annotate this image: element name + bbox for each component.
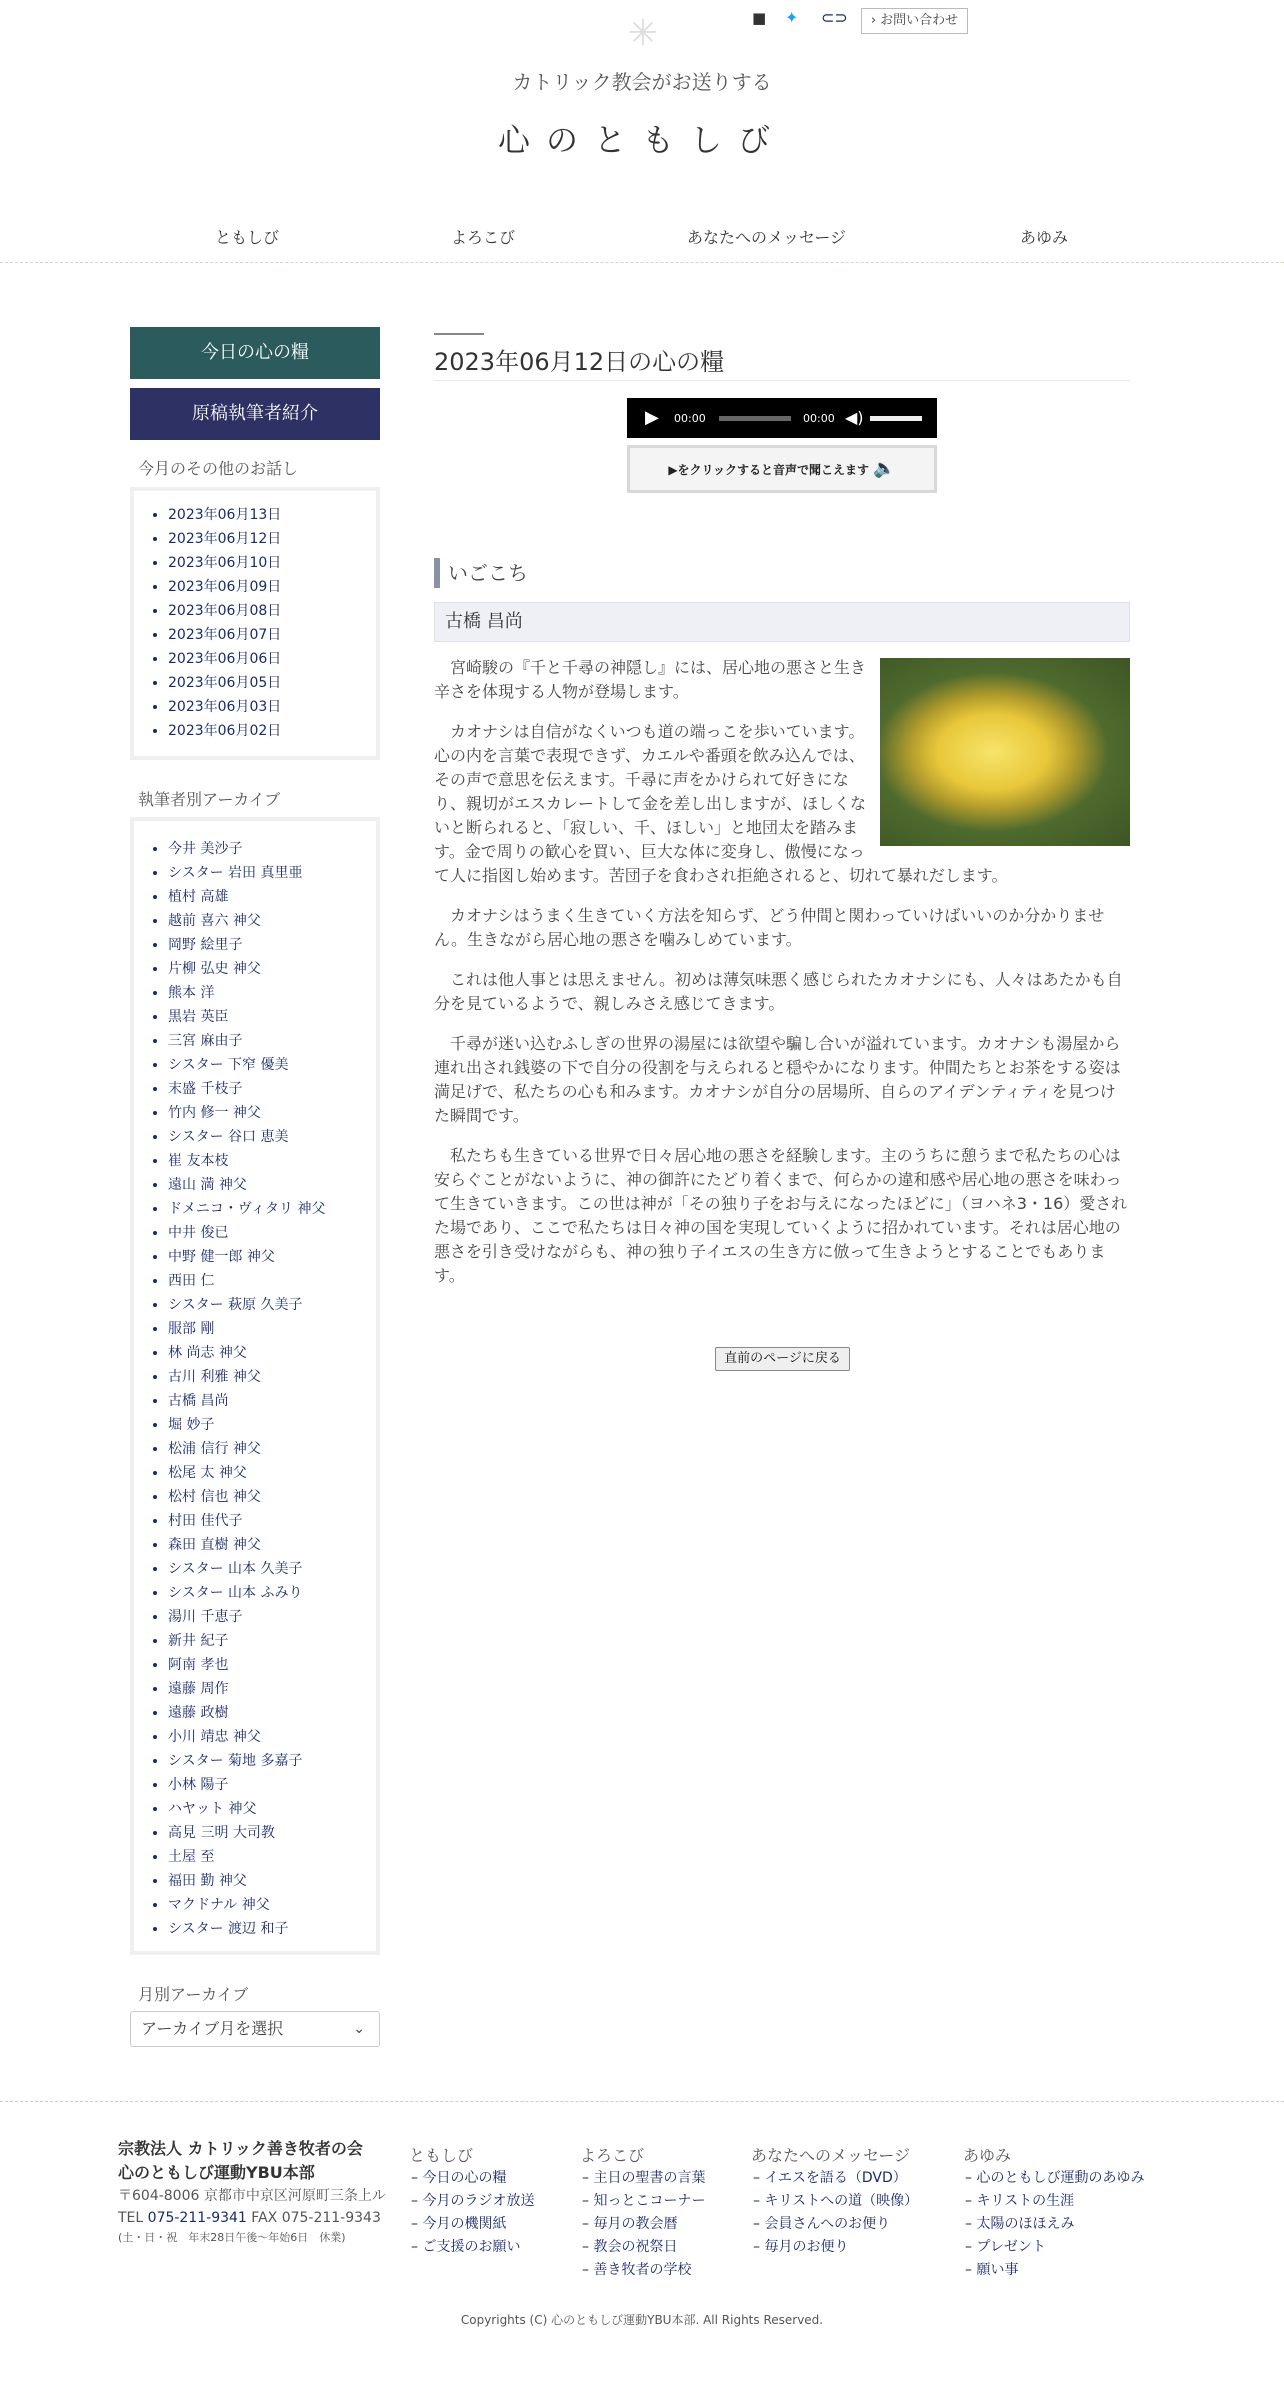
- footer-col-heading[interactable]: あゆみ: [963, 2146, 1012, 2165]
- author-link[interactable]: • シスター 山本 ふみり: [168, 1581, 376, 1605]
- author-link[interactable]: • シスター 岩田 真里亜: [168, 861, 376, 885]
- other-story-link[interactable]: • 2023年06月09日: [168, 575, 376, 599]
- footer-link[interactable]: – キリストの生涯: [965, 2193, 1075, 2209]
- title-divider: [434, 380, 1130, 381]
- author-link[interactable]: • 新井 紀子: [168, 1629, 376, 1653]
- speaker-icon: 🔈: [873, 458, 896, 479]
- author-link[interactable]: • 土屋 至: [168, 1845, 376, 1869]
- author-link[interactable]: • シスター 菊地 多嘉子: [168, 1749, 376, 1773]
- author-link[interactable]: • 村田 佳代子: [168, 1509, 376, 1533]
- footer-link[interactable]: – イエスを語る（DVD）: [753, 2170, 907, 2186]
- footer-link[interactable]: – 会員さんへのお便り: [753, 2216, 891, 2232]
- month-archive-heading: 月別アーカイブ: [138, 1985, 249, 2004]
- tel-link[interactable]: 075-211-9341: [147, 2210, 247, 2226]
- footer-link[interactable]: – 今月の機関紙: [411, 2216, 507, 2232]
- paragraph: 千尋が迷い込むふしぎの世界の湯屋には欲望や騙し合いが溢れています。カオナシも湯屋から連れ出され銭婆の下で自分の役割を与えられると穏やかになります。仲間たちとお茶をする姿は満足げで、私たちの心も和みます。カオナシが自分の居場所、自らのアイデンティティを見つけた瞬間です。: [434, 1034, 1121, 1125]
- other-story-link[interactable]: • 2023年06月12日: [168, 527, 376, 551]
- footer-col-heading[interactable]: よろこび: [580, 2146, 645, 2165]
- footer-link[interactable]: – 願い事: [965, 2262, 1019, 2278]
- author-link[interactable]: • シスター 谷口 恵美: [168, 1125, 376, 1149]
- author-link[interactable]: • 古川 利雅 神父: [168, 1365, 376, 1389]
- author-link[interactable]: • 林 尚志 神父: [168, 1341, 376, 1365]
- author-link[interactable]: • シスター 下窄 優美: [168, 1053, 376, 1077]
- footer-col-list: [753, 2167, 918, 2259]
- footer-link[interactable]: – ご支援のお願い: [411, 2239, 521, 2255]
- author-link[interactable]: • 中井 俊已: [168, 1221, 376, 1245]
- duration-time: 00:00: [803, 412, 835, 425]
- site-title[interactable]: 心のともしび: [497, 121, 786, 159]
- volume-icon[interactable]: ◀): [845, 408, 864, 427]
- author-link[interactable]: • 今井 美沙子: [168, 837, 376, 861]
- author-link[interactable]: • 三宮 麻由子: [168, 1029, 376, 1053]
- author-link[interactable]: • マクドナル 神父: [168, 1893, 376, 1917]
- author-link[interactable]: • シスター 山本 久美子: [168, 1557, 376, 1581]
- author-link[interactable]: • 小川 靖忠 神父: [168, 1725, 376, 1749]
- author-link[interactable]: • 小林 陽子: [168, 1773, 376, 1797]
- author-link[interactable]: • 西田 仁: [168, 1269, 376, 1293]
- progress-bar[interactable]: [719, 416, 791, 421]
- paragraph: 宮崎駿の『千と千尋の神隠し』には、居心地の悪さと生き辛さを体現する人物が登場します。: [434, 658, 867, 701]
- nav-yorokobi[interactable]: よろこび: [451, 228, 516, 247]
- author-link[interactable]: • 松村 信也 神父: [168, 1485, 376, 1509]
- author-link[interactable]: • 越前 喜六 神父: [168, 909, 376, 933]
- copyright: Copyrights (C) 心のともしび運動YBU本部. All Rights Reserved.: [460, 2313, 824, 2327]
- listen-button[interactable]: ▶をクリックすると音声で聞こえます 🔈: [627, 445, 937, 493]
- link-icon[interactable]: ⊂⊃: [821, 8, 848, 27]
- chevron-right-icon: ›: [870, 13, 877, 28]
- other-story-link[interactable]: • 2023年06月10日: [168, 551, 376, 575]
- today-button[interactable]: 今日の心の糧: [130, 327, 380, 379]
- author-link[interactable]: • シスター 萩原 久美子: [168, 1293, 376, 1317]
- author-link[interactable]: • 遠藤 周作: [168, 1677, 376, 1701]
- author-link[interactable]: • 中野 健一郎 神父: [168, 1245, 376, 1269]
- footer-col-list: [411, 2167, 534, 2259]
- footer-link[interactable]: – 心のともしび運動のあゆみ: [965, 2170, 1145, 2186]
- title-accent-line: [434, 333, 484, 335]
- other-story-link[interactable]: • 2023年06月08日: [168, 599, 376, 623]
- footer-hours: (土・日・祝 年末28日午後〜年始6日 休業): [118, 2231, 346, 2244]
- author-link[interactable]: • 遠藤 政樹: [168, 1701, 376, 1725]
- author-link[interactable]: • 松浦 信行 神父: [168, 1437, 376, 1461]
- other-story-link[interactable]: • 2023年06月02日: [168, 719, 376, 743]
- facebook-icon[interactable]: ■: [752, 9, 767, 27]
- footer-link[interactable]: – 太陽のほほえみ: [965, 2216, 1075, 2232]
- site-subtitle: カトリック教会がお送りする: [512, 70, 772, 94]
- author-link[interactable]: • 遠山 満 神父: [168, 1173, 376, 1197]
- author-link[interactable]: • 竹内 修一 神父: [168, 1101, 376, 1125]
- author-link[interactable]: • 黒岩 英臣: [168, 1005, 376, 1029]
- footer-link[interactable]: – 善き牧者の学校: [582, 2262, 692, 2278]
- current-time: 00:00: [674, 412, 706, 425]
- other-story-link[interactable]: • 2023年06月07日: [168, 623, 376, 647]
- writers-button[interactable]: 原稿執筆者紹介: [130, 388, 380, 440]
- other-story-link[interactable]: • 2023年06月05日: [168, 671, 376, 695]
- paragraph: カオナシは自信がなくいつも道の端っこを歩いています。心の内を言葉で表現できず、カエルや番頭を飲み込んでは、その声で意思を伝えます。千尋に声をかけられて好きになり、親切がエスカレートして金を差し出しますが、ほしくないと断られると、「寂しい、千、ほしい」と地団太を踏みます。金で周りの歓心を買い、巨大な体に変身し、傲慢になって人に指図し始めます。苦団子を食わされ拒絶されると、切れて暴れだします。: [434, 722, 1008, 885]
- header-star-icon: ✳: [627, 13, 659, 54]
- footer-link[interactable]: – 毎月のお便り: [753, 2239, 849, 2255]
- paragraph: これは他人事とは思えません。初めは薄気味悪く感じられたカオナシにも、人々はあたかも自分を見ているようで、親しみさえ感じてきます。: [434, 970, 1123, 1013]
- contact-button[interactable]: › お問い合わせ: [861, 8, 968, 34]
- flower-image: [880, 658, 1130, 846]
- author-link[interactable]: • 崔 友本枝: [168, 1149, 376, 1173]
- paragraph: 私たちも生きている世界で日々居心地の悪さを経験します。主のうちに憩うまで私たちの心は安らぐことがないように、神の御許にたどり着くまで、何らかの違和感や居心地の悪さを味わって生きていきます。この世は神が「その独り子をお与えになったほどに」（ヨハネ3・16）愛された場であり、ここで私たちは日々神の国を実現していくように招かれています。それは居心地の悪さを引き受けながらも、神の独り子イエスの生き方に倣って生きようとすることでもあります。: [434, 1146, 1128, 1285]
- chevron-down-icon: ⌄: [353, 2021, 365, 2037]
- other-stories-heading: 今月のその他のお話し: [138, 459, 299, 478]
- footer-address: 〒604-8006 京都市中京区河原町三条上ル TEL 075-211-9341 FAX 075-211-9343: [118, 2188, 386, 2226]
- footer-link[interactable]: – 知っとこコーナー: [582, 2193, 706, 2209]
- author-link[interactable]: • 片柳 弘史 神父: [168, 957, 376, 981]
- author-link[interactable]: • ハヤット 神父: [168, 1797, 376, 1821]
- author-link[interactable]: • ドメニコ・ヴィタリ 神父: [168, 1197, 376, 1221]
- month-archive-select[interactable]: アーカイブ月を選択 ⌄: [130, 2011, 380, 2047]
- author-link[interactable]: • シスター 渡辺 和子: [168, 1917, 376, 1941]
- nav-divider: [0, 262, 1284, 263]
- footer-col-heading[interactable]: ともしび: [409, 2146, 474, 2165]
- author-archive-heading: 執筆者別アーカイブ: [138, 790, 281, 809]
- other-story-link[interactable]: • 2023年06月06日: [168, 647, 376, 671]
- footer-link[interactable]: – 教会の祝祭日: [582, 2239, 678, 2255]
- author-link[interactable]: • 高見 三明 大司教: [168, 1821, 376, 1845]
- author-link[interactable]: • 森田 直樹 神父: [168, 1533, 376, 1557]
- author-link[interactable]: • 福田 勤 神父: [168, 1869, 376, 1893]
- nav-message[interactable]: あなたへのメッセージ: [687, 228, 847, 247]
- author-archive-box: [130, 817, 380, 1955]
- author-link[interactable]: • 堀 妙子: [168, 1413, 376, 1437]
- footer-link[interactable]: – 主日の聖書の言葉: [582, 2170, 706, 2186]
- other-stories-list: [134, 503, 376, 743]
- other-stories-box: [130, 487, 380, 760]
- author-name: 古橋 昌尚: [434, 602, 1130, 642]
- volume-slider[interactable]: [870, 416, 922, 421]
- footer-col-list: [965, 2167, 1144, 2282]
- author-link[interactable]: • 熊本 洋: [168, 981, 376, 1005]
- page-title: 2023年06月12日の心の糧: [434, 348, 725, 376]
- footer-link[interactable]: – キリストへの道（映像）: [753, 2193, 919, 2209]
- author-link[interactable]: • 末盛 千枝子: [168, 1077, 376, 1101]
- nav-ayumi[interactable]: あゆみ: [1020, 228, 1069, 247]
- play-icon[interactable]: ▶: [645, 407, 659, 428]
- footer-divider: [0, 2101, 1284, 2102]
- other-story-link[interactable]: • 2023年06月13日: [168, 503, 376, 527]
- author-link[interactable]: • 岡野 絵里子: [168, 933, 376, 957]
- footer-link[interactable]: – 毎月の教会暦: [582, 2216, 678, 2232]
- author-link[interactable]: • 植村 高雄: [168, 885, 376, 909]
- nav-tomoshibi[interactable]: ともしび: [215, 228, 280, 247]
- footer-link[interactable]: – 今日の心の糧: [411, 2170, 507, 2186]
- footer-link[interactable]: – プレゼント: [965, 2239, 1046, 2255]
- footer-org: 宗教法人 カトリック善き牧者の会 心のともしび運動YBU本部: [118, 2139, 363, 2182]
- author-link[interactable]: • 湯川 千恵子: [168, 1605, 376, 1629]
- author-link[interactable]: • 阿南 孝也: [168, 1653, 376, 1677]
- footer-col-list: [582, 2167, 705, 2282]
- back-button[interactable]: 直前のページに戻る: [715, 1347, 850, 1371]
- footer-col-heading[interactable]: あなたへのメッセージ: [751, 2146, 911, 2165]
- author-link[interactable]: • 松尾 太 神父: [168, 1461, 376, 1485]
- paragraph: カオナシはうまく生きていく方法を知らず、どう仲間と関わっていけばいいのか分かりません。生きながら居心地の悪さを噛みしめています。: [434, 906, 1105, 949]
- author-archive-list: [134, 837, 376, 1941]
- section-title: いごこち: [434, 558, 528, 588]
- author-link[interactable]: • 古橋 昌尚: [168, 1389, 376, 1413]
- audio-player[interactable]: [627, 398, 937, 438]
- footer-link[interactable]: – 今月のラジオ放送: [411, 2193, 535, 2209]
- twitter-icon[interactable]: ✦: [785, 8, 799, 27]
- author-link[interactable]: • 服部 剛: [168, 1317, 376, 1341]
- other-story-link[interactable]: • 2023年06月03日: [168, 695, 376, 719]
